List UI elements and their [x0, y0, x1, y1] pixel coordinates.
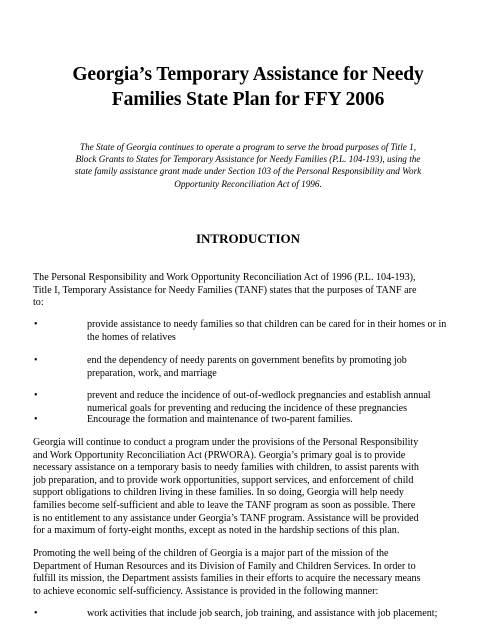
- intro-paragraph: [33, 272, 465, 310]
- bullet-text: [87, 319, 467, 344]
- paragraph-line: to:: [33, 297, 44, 309]
- paragraph-line: necessary assistance on a temporary basis to needy families with children, to assist parents with: [33, 462, 419, 474]
- preamble-line: Block Grants to States for Temporary Assistance for Needy Families (P.L. 104-193), using the: [75, 154, 421, 165]
- bullet-text: [87, 355, 467, 380]
- paragraph-line: and Work Opportunity Reconciliation Act (PRWORA). Georgia’s primary goal is to provide: [33, 449, 406, 461]
- bullet-text: [87, 608, 467, 621]
- paragraph-line: is no entitlement to any assistance under Georgia’s TANF program. Assistance will be provided: [33, 512, 419, 524]
- bullet-icon: •: [34, 414, 38, 425]
- bullet-line: numerical goals for preventing and reducing the incidence of these pregnancies: [87, 402, 408, 414]
- paragraph-line: support obligations to children living in these families. In so doing, Georgia will help needy: [33, 487, 404, 499]
- preamble-line: Opportunity Reconciliation Act of 1996.: [174, 178, 322, 189]
- bullet-line: prevent and reduce the incidence of out-of-wedlock pregnancies and establish annual: [87, 390, 431, 401]
- bullet-line: end the dependency of needy parents on government benefits by promoting job: [87, 355, 407, 366]
- bullet-icon: •: [34, 608, 38, 619]
- section-heading: INTRODUCTION: [195, 231, 300, 246]
- bullet-text: [87, 414, 467, 427]
- title-line: Georgia’s Temporary Assistance for Needy: [72, 64, 424, 85]
- title-line: Families State Plan for FFY 2006: [111, 89, 385, 110]
- preamble-line: The State of Georgia continues to operate a program to serve the broad purposes of Title 1,: [79, 142, 417, 152]
- bullet-icon: •: [34, 355, 38, 366]
- paragraph-line: for a maximum of forty-eight months, except as noted in the hardship sections of this plan.: [33, 525, 400, 537]
- bullet-line: preparation, work, and marriage: [87, 367, 217, 379]
- program-paragraph: [33, 437, 465, 538]
- preamble: [33, 141, 463, 190]
- bullet-icon: •: [34, 390, 38, 401]
- preamble-line: state family assistance grant made under Section 103 of the Personal Responsibility and Work: [74, 166, 422, 177]
- paragraph-line: to achieve economic self-sufficiency. Assistance is provided in the following manner:: [33, 585, 379, 597]
- mission-paragraph: [33, 548, 465, 598]
- paragraph-line: Georgia will continue to conduct a program under the provisions of the Personal Responsibility: [33, 437, 419, 448]
- paragraph-line: Title I, Temporary Assistance for Needy Families (TANF) states that the purposes of TANF are: [33, 284, 417, 296]
- bullet-line: work activities that include job search, job training, and assistance with job placement;: [87, 608, 438, 619]
- bullet-line: the homes of relatives: [87, 331, 176, 343]
- bullet-line: provide assistance to needy families so that children can be cared for in their homes or in: [87, 319, 447, 330]
- document-title: [33, 62, 463, 112]
- paragraph-line: job preparation, and to provide work opportunities, support services, and enforcement of child: [33, 474, 414, 486]
- bullet-line: Encourage the formation and maintenance of two-parent families.: [87, 414, 353, 425]
- paragraph-line: fulfill its mission, the Department assists families in their efforts to acquire the necessary means: [33, 573, 421, 585]
- paragraph-line: Department of Human Resources and its Division of Family and Children Services. In order to: [33, 560, 416, 572]
- paragraph-line: The Personal Responsibility and Work Opportunity Reconciliation Act of 1996 (P.L. 104-193),: [33, 272, 416, 283]
- paragraph-line: families become self-sufficient and able to leave the TANF program as soon as possible. There: [33, 499, 416, 511]
- paragraph-line: Promoting the well being of the children of Georgia is a major part of the mission of the: [33, 548, 389, 559]
- bullet-icon: •: [34, 319, 38, 330]
- bullet-text: [87, 390, 467, 415]
